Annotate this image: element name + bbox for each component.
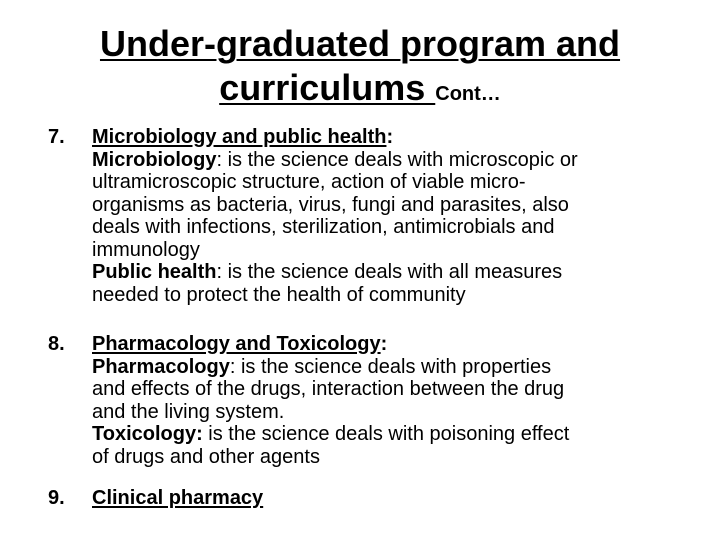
term-pharmacology: Pharmacology [92, 355, 230, 378]
definition-line: and the living system. [92, 400, 285, 423]
definition-line: immunology [92, 238, 200, 261]
title-cont: Cont… [435, 83, 501, 105]
item-heading-text: Pharmacology and Toxicology [92, 333, 381, 355]
item-heading [92, 333, 692, 356]
item-number: 9. [48, 487, 65, 509]
item-heading [92, 487, 692, 510]
definition-line: : is the science deals with all measures [216, 261, 563, 283]
item-number: 8. [48, 333, 65, 355]
title-line-2-text: curriculums [219, 67, 436, 108]
definition-line: is the science deals with poisoning effect [202, 423, 570, 445]
definition-line: and effects of the drugs, interaction between the drug [92, 378, 565, 400]
definition-public-health [92, 261, 692, 284]
term-public-health: Public health [92, 261, 217, 283]
item-number: 7. [48, 126, 65, 148]
item-heading [92, 126, 692, 149]
definition-line: of drugs and other agents [92, 445, 320, 468]
definition-pharmacology [92, 356, 692, 379]
definition-line: deals with infections, sterilization, antimicrobials and [92, 216, 555, 238]
definition-line: needed to protect the health of community [92, 283, 466, 306]
definition-microbiology [92, 149, 692, 172]
definition-line: ultramicroscopic structure, action of viable micro- [92, 171, 526, 193]
title-line-1-text: Under-graduated program and [99, 23, 621, 64]
item-heading-text: Clinical pharmacy [92, 487, 264, 509]
item-body [92, 333, 692, 468]
item-body [92, 487, 692, 510]
item-heading-suffix: : [380, 333, 388, 355]
definition-line: : is the science deals with properties [229, 355, 552, 378]
item-heading-suffix: : [386, 126, 394, 148]
title-line-1 [0, 22, 720, 66]
item-heading-text: Microbiology and public health [92, 126, 387, 148]
item-body [92, 126, 692, 306]
term-microbiology: Microbiology [92, 148, 217, 171]
slide-title [0, 22, 720, 116]
definition-line: organisms as bacteria, virus, fungi and parasites, also [92, 193, 569, 216]
term-toxicology: Toxicology: [92, 423, 203, 445]
definition-line: : is the science deals with microscopic or [216, 148, 578, 171]
title-line-2 [0, 66, 720, 116]
definition-toxicology [92, 423, 692, 446]
